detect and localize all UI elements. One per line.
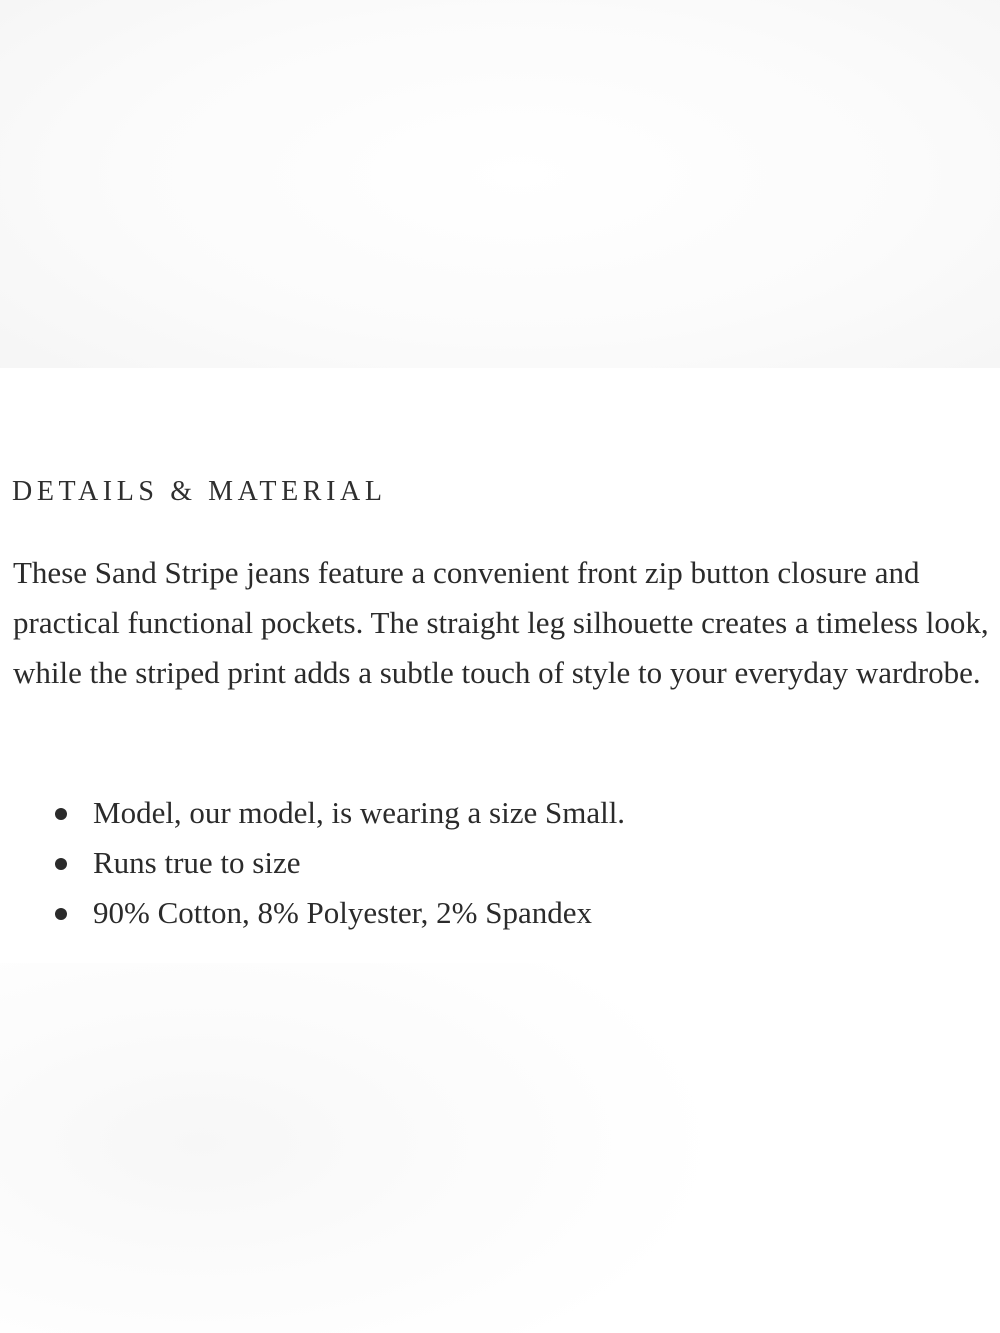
product-image-area-top bbox=[0, 0, 1000, 368]
bullet-text: 90% Cotton, 8% Polyester, 2% Spandex bbox=[93, 895, 593, 930]
details-bullet-list bbox=[0, 788, 1000, 938]
details-heading: DETAILS & MATERIAL bbox=[12, 476, 387, 507]
product-description: These Sand Stripe jeans feature a convenient front zip button closure and practical functional pockets. The straight leg silhouette creates a timeless look, while the striped print adds a subtle touch of style to your everyday wardrobe. bbox=[13, 555, 989, 690]
list-item bbox=[0, 888, 1000, 938]
details-section bbox=[0, 368, 1000, 963]
bullet-icon bbox=[55, 858, 67, 870]
bullet-icon bbox=[55, 908, 67, 920]
product-image-area-bottom bbox=[0, 963, 1000, 1333]
list-item bbox=[0, 838, 1000, 888]
bullet-text: Model, our model, is wearing a size Small. bbox=[93, 795, 626, 830]
bullet-text: Runs true to size bbox=[93, 845, 301, 880]
bullet-icon bbox=[55, 808, 67, 820]
list-item bbox=[0, 788, 1000, 838]
